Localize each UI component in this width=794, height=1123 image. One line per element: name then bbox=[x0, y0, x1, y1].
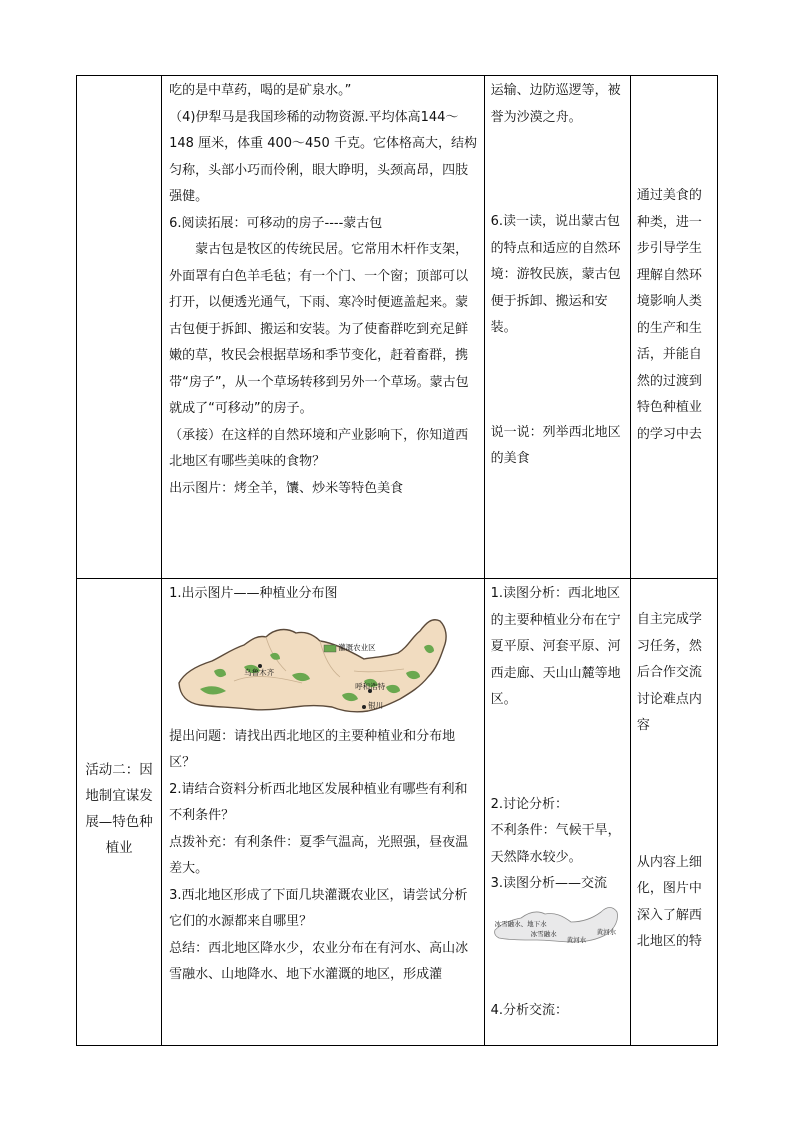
text-paragraph: 3.西北地区形成了下面几块灌溉农业区，请尝试分析它们的水源都来自哪里？ bbox=[169, 887, 468, 929]
text-paragraph: 不利条件：气候干旱，天然降水较少。 bbox=[490, 823, 621, 865]
text-paragraph: 4.分析交流： bbox=[490, 1002, 569, 1018]
text-paragraph: 出示图片：烤全羊，馕、炒米等特色美食 bbox=[169, 480, 404, 496]
teacher-activity-cell bbox=[162, 579, 485, 1046]
text-paragraph: 提出问题：请找出西北地区的主要种植业和分布地区？ bbox=[169, 728, 456, 770]
map-city-label: 银川 bbox=[368, 700, 384, 710]
map-city-label: 乌鲁木齐 bbox=[244, 667, 275, 677]
design-intent-cell bbox=[630, 76, 717, 579]
map-city-label: 呼和浩特 bbox=[355, 681, 386, 691]
map-water-label: 黄河水 bbox=[566, 935, 587, 944]
text-paragraph: 运输、边防巡逻等，被誉为沙漠之舟。 bbox=[490, 83, 621, 125]
text-paragraph: 自主完成学习任务，然后合作交流讨论难点内容 bbox=[636, 612, 702, 733]
text-paragraph: 点拨补充：有利条件：夏季气温高，光照强，昼夜温差大。 bbox=[169, 834, 469, 876]
irrigation-water-source-map bbox=[491, 900, 625, 948]
text-paragraph: 蒙古包是牧区的传统民居。它常用木杆作支架，外面罩有白色羊毛毡；有一个门、一个窗；顶部可以打开，以便透光通气，下雨、寒冷时便遮盖起来。蒙古包便于拆卸、搬运和安装。为了使畜群吃到充足鲜嫩的草，牧民会根据草场和季节变化，赶着畜群，携带“房子”，从一个草场转移到另外一个草场。蒙古包就成了“可移动”的房子。 bbox=[169, 242, 469, 416]
lesson-plan-table bbox=[76, 75, 718, 1046]
student-activity-cell bbox=[484, 76, 630, 579]
text-paragraph: 说一说：列举西北地区的美食 bbox=[490, 424, 621, 466]
map-legend-label: 灌溉农业区 bbox=[338, 642, 376, 652]
text-paragraph: 通过美食的种类，进一步引导学生理解自然环境影响人类的生产和生活，并能自然的过渡到特色种植业的学习中去 bbox=[636, 188, 702, 442]
section-heading: 1.出示图片——种植业分布图 bbox=[169, 586, 338, 601]
activity-title: 活动二：因地制宜谋发展—特色种植业 bbox=[85, 762, 153, 856]
text-paragraph: 从内容上细化，图片中深入了解西北地区的特 bbox=[636, 854, 702, 949]
table-row bbox=[77, 579, 718, 1046]
activity-cell-empty bbox=[77, 76, 162, 579]
teacher-activity-cell bbox=[162, 76, 485, 579]
section-heading: 6.阅读拓展：可移动的房子----蒙古包 bbox=[169, 215, 383, 231]
text-paragraph: 吃的是中草药，喝的是矿泉水。” bbox=[169, 83, 352, 98]
text-paragraph: 总结：西北地区降水少，农业分布在有河水、高山冰雪融水、山地降水、地下水灌溉的地区，形成灌 bbox=[169, 940, 469, 982]
text-paragraph: 3.读图分析——交流 bbox=[490, 876, 608, 891]
design-intent-cell bbox=[630, 579, 717, 1046]
student-activity-cell bbox=[484, 579, 630, 1046]
text-paragraph: 2.请结合资料分析西北地区发展种植业有哪些有利和不利条件？ bbox=[169, 781, 468, 823]
activity-cell bbox=[77, 579, 162, 1046]
map-water-label: 冰雪融水、地下水 bbox=[494, 919, 547, 928]
table-row bbox=[77, 76, 718, 579]
text-paragraph: （承接）在这样的自然环境和产业影响下，你知道西北地区有哪些美味的食物？ bbox=[169, 427, 469, 469]
text-paragraph: 6.读一读，说出蒙古包的特点和适应的自然环境：游牧民族，蒙古包便于拆卸、搬运和安装。 bbox=[490, 214, 621, 335]
text-paragraph: （4)伊犁马是我国珍稀的动物资源.平均体高144～148 厘米，体重 400～450 千克。它体格高大，结构匀称，头部小巧而伶俐，眼大睁明，头颈高昂，四肢强健。 bbox=[169, 109, 477, 204]
map-water-label: 冰雪融水 bbox=[530, 929, 557, 938]
planting-distribution-map bbox=[174, 611, 478, 721]
text-paragraph: 1.读图分析：西北地区的主要种植业分布在宁夏平原、河套平原、河西走廊、天山山麓等地区。 bbox=[490, 586, 621, 707]
text-paragraph: 2.讨论分析： bbox=[490, 796, 569, 812]
map-water-label: 黄河水 bbox=[596, 927, 617, 936]
